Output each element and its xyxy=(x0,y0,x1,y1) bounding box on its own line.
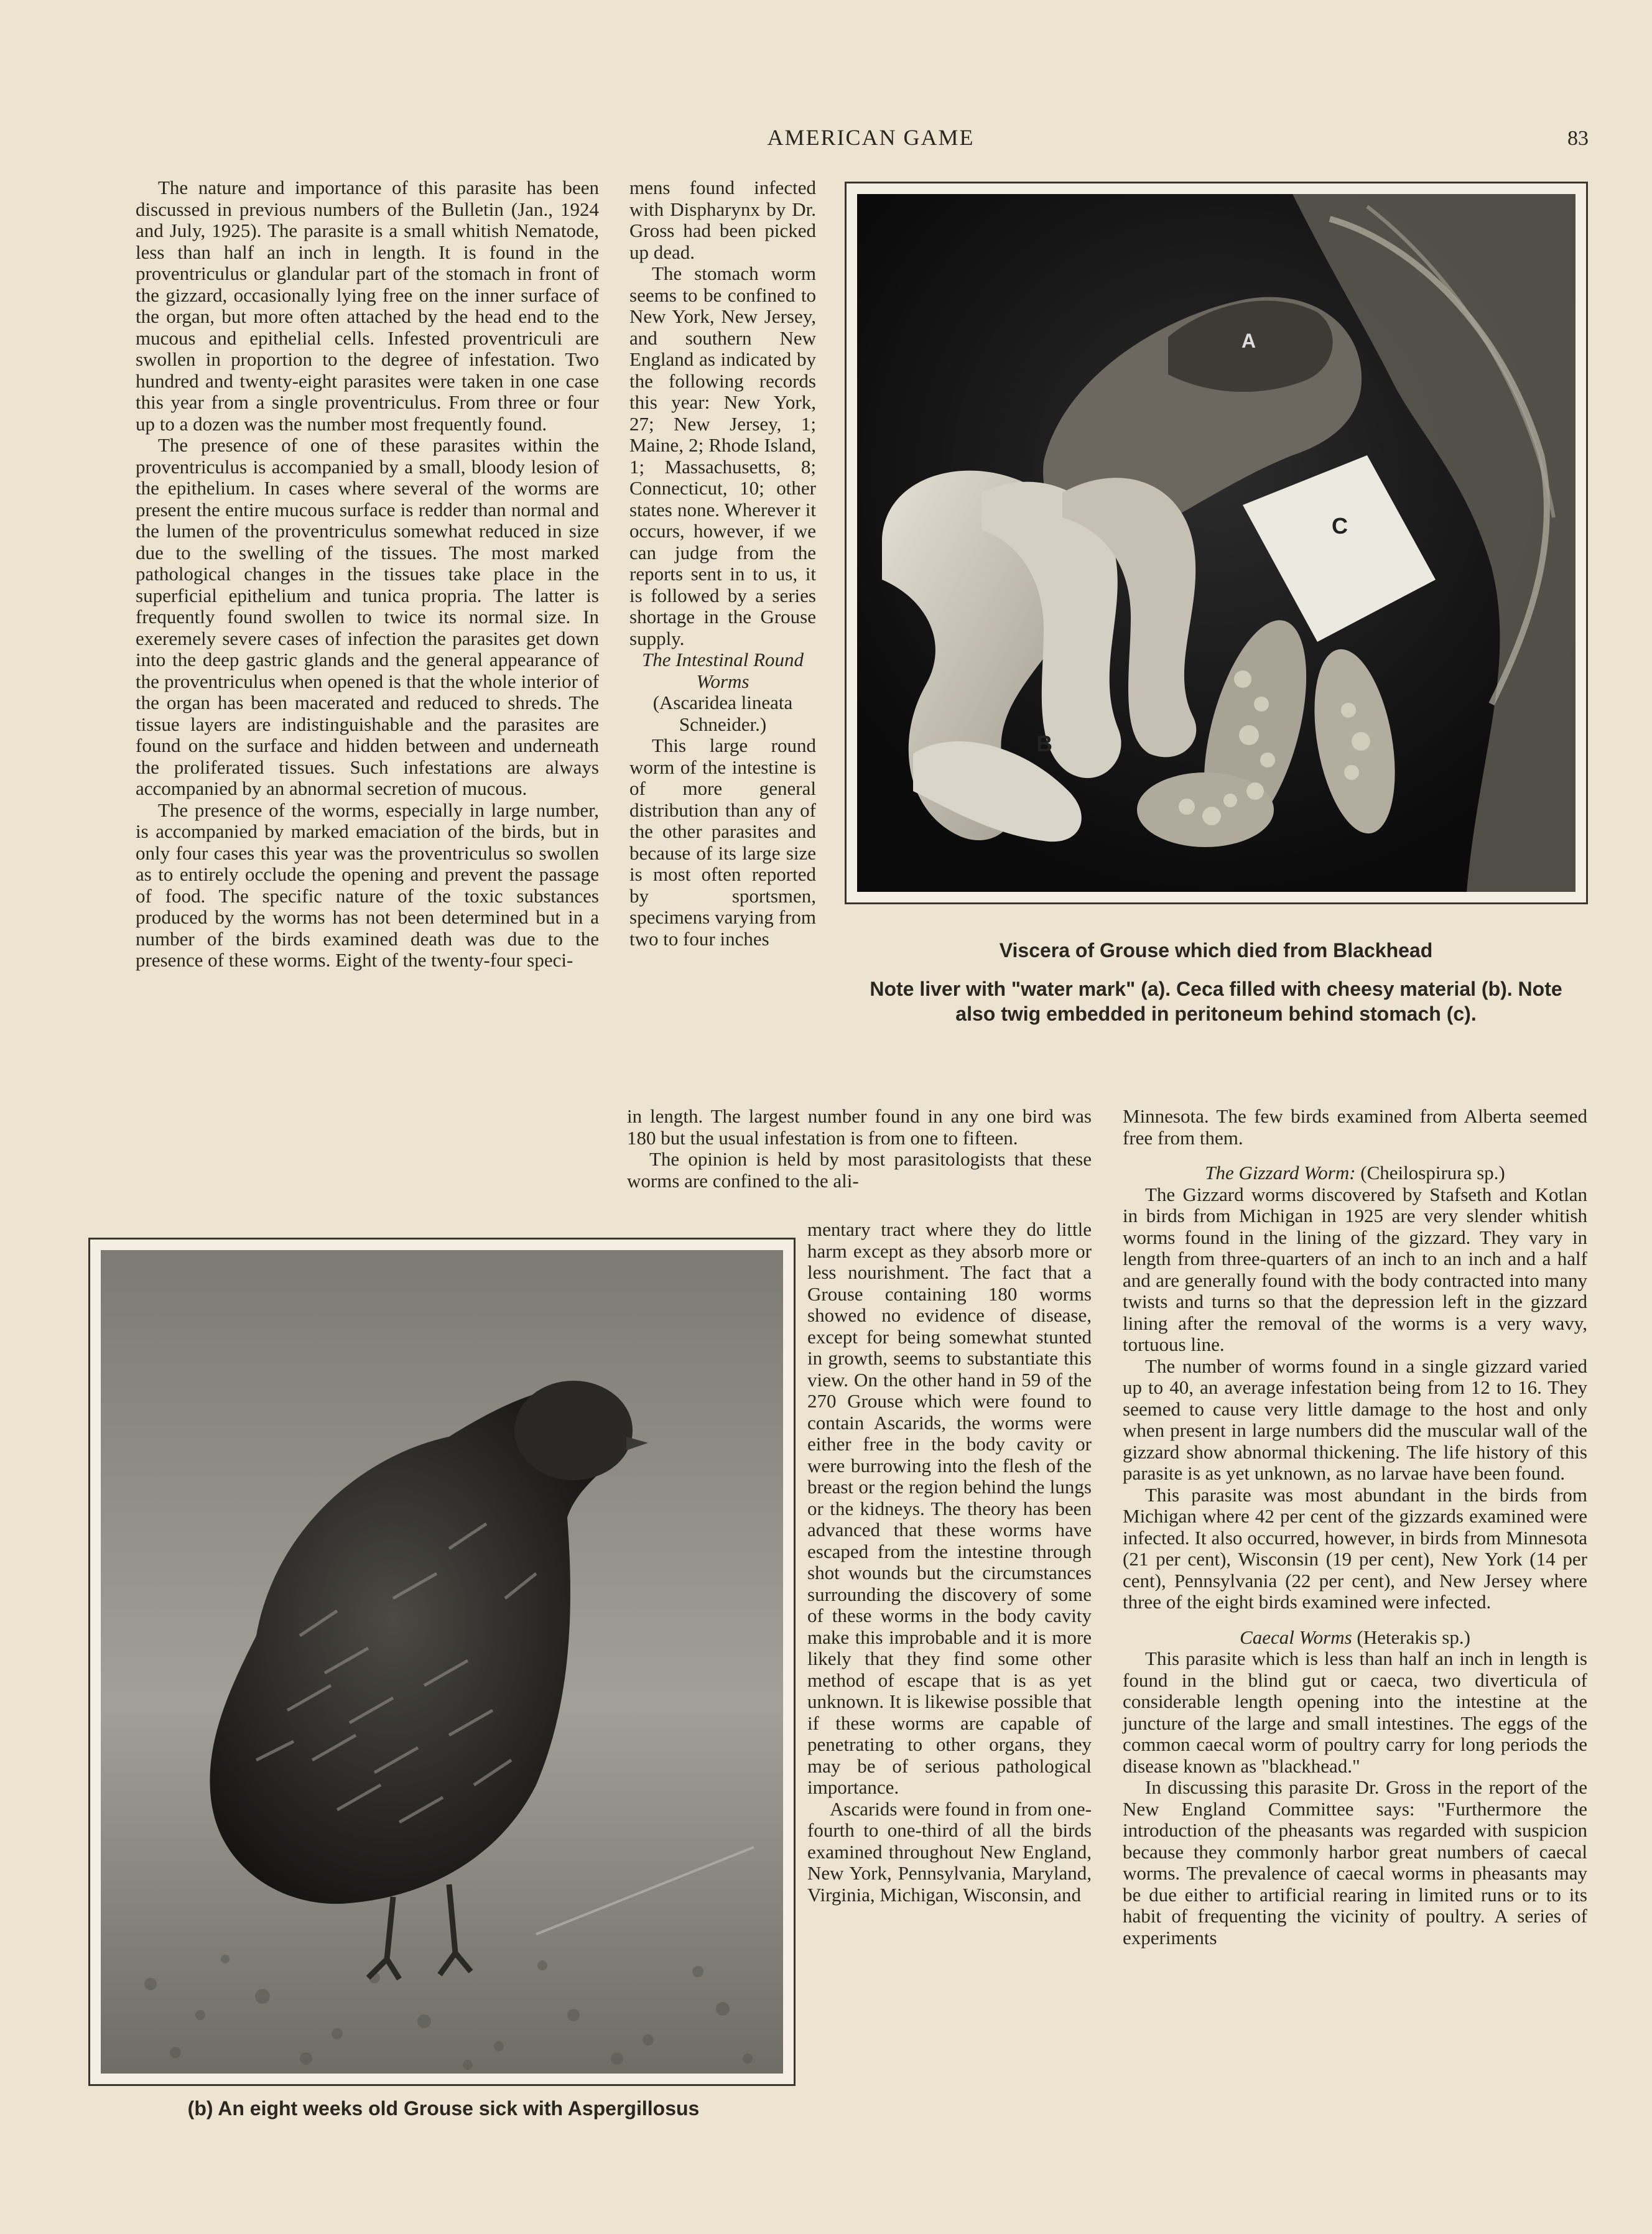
column-2-wide xyxy=(627,1106,1092,1192)
running-head: AMERICAN GAME xyxy=(767,125,975,150)
paragraph: The presence of one of these parasites within the proventriculus is accompanied by a small, bloody lesion of the epithelium. In cases where several of the worms are present the entire mucous surface is redder than normal and the lumen of the proventriculus somewhat reduced in size due to the swelling of the tissues. The most marked pathological changes in the tissues take place in the superficial epithelium and tunica propria. The latter is frequently found swollen to twice its normal size. In exeremely severe cases of infection the parasites get down into the deep gastric glands and the general appearance of the proventriculus when opened is that the whole interior of the organ has been macerated and reduced to shreds. The tissue layers are indistinguishable and the parasites are found on the surface and hidden between and underneath the proliferated tissues. Such infestations are always accompanied by an abnormal secretion of mucous. xyxy=(136,434,599,799)
scientific-name: (Ascaridea lineata Schneider.) xyxy=(652,692,793,735)
paragraph: This parasite which is less than half an inch in length is found in the blind gut or caeca, two diverticula of considerable length opening into the intestine at the juncture of the large and small intestines. The eggs of the common caecal worm of poultry carry for long periods the disease known as "blackhead." xyxy=(1123,1648,1587,1777)
section-heading-gizzard-worm: The Gizzard Worm: (Cheilospirura sp.) xyxy=(1205,1162,1505,1184)
grouse-illustration xyxy=(101,1250,783,2074)
figure-2-caption: (b) An eight weeks old Grouse sick with Aspergillosus xyxy=(187,2097,700,2120)
section-heading-intestinal-round-worms: The Intestinal Round Worms xyxy=(641,649,804,692)
figure-label-a: A xyxy=(1241,330,1256,352)
column-4 xyxy=(1123,1106,1587,1949)
paragraph: The nature and importance of this parasite has been discussed in previous numbers of the Bulletin (Jan., 1924 and July, 1925). The parasite is a small whitish Nematode, less than half an inch in length. It is found in the proventriculus or glandular part of the stomach in front of the gizzard, occasionally lying free on the inner surface of the organ, but more often attached by the head end to the mucous and epithelial cells. Infested proventriculi are swollen in proportion to the degree of infestation. Two hundred and twenty-eight parasites were taken in one case this year from a single proventriculus. From three or four up to a dozen was the number most frequently found. xyxy=(136,177,599,435)
figure-1-caption: Note liver with "water mark" (a). Ceca filled with cheesy material (b). Note also twig embedded in peritoneum behind stomach (c). xyxy=(870,978,1562,1025)
viscera-illustration xyxy=(857,194,1575,892)
paragraph: The stomach worm seems to be confined to New York, New Jersey, and southern New England as indicated by the following records this year: New York, 27; New Jersey, 1; Maine, 2; Rhode Island, 1; Massachusetts, 8; Connecticut, 10; other states none. Wherever it occurs, however, if we can judge from the reports sent in to us, it is followed by a series shortage in the Grouse supply. xyxy=(629,262,816,649)
paragraph: This parasite was most abundant in the birds from Michigan where 42 per cent of the gizzards examined were infected. It also occurred, however, in birds from Minnesota (21 per cent), Wisconsin (19 per cent), New York (14 per cent), Pennsylvania (22 per cent), and New Jersey where three of the eight birds examined were infected. xyxy=(1123,1483,1587,1613)
figure-label-c: C xyxy=(1332,513,1348,539)
paragraph: Minnesota. The few birds examined from Alberta seemed free from them. xyxy=(1123,1105,1587,1149)
figure-label-b: B xyxy=(1036,731,1052,756)
column-2 xyxy=(629,177,816,950)
paragraph: mentary tract where they do little harm except as they absorb more or less nourishment. The fact that a Grouse containing 180 worms showed no evidence of disease, except for being somewhat stunted in growth, seems to substantiate this view. On the other hand in 59 of the 270 Grouse which were found to contain Ascarids, the worms were either free in the body cavity or were burrowing into the flesh of the breast or the region behind the lungs or the kidneys. The theory has been advanced that these worms have escaped from the intestine through shot wounds but the circumstances surrounding the discovery of some of these worms in the body cavity make this improbable and it is more likely that they find some other method of escape that is as yet unknown. It is likewise possible that if these worms are capable of penetrating to other organs, they may be of serious pathological importance. xyxy=(807,1218,1092,1798)
column-1 xyxy=(136,177,599,971)
paragraph: The Gizzard worms discovered by Stafseth and Kotlan in birds from Michigan in 1925 are very slender whitish worms found in the lining of the gizzard. They vary in length from three-quarters of an inch to an inch and a half and are generally found with the body contracted into many twists and turns so that the depression left in the gizzard lining after the removal of the worms is a very wavy, tortuous line. xyxy=(1123,1183,1587,1355)
viscera-photo xyxy=(845,182,1588,904)
paragraph: The presence of the worms, especially in large number, is accompanied by marked emaciation of the birds, but in only four cases this year was the proventriculus so swollen as to entirely occlude the opening and prevent the passage of food. The specific nature of the toxic substances produced by the worms has not been determined but in a number of the birds examined death was due to the presence of these worms. Eight of the twenty-four speci- xyxy=(136,799,599,971)
paragraph: The number of worms found in a single gizzard varied up to 40, an average infestation being from 12 to 16. They seemed to cause very little damage to the host and only when present in large numbers did the muscular wall of the gizzard show abnormal thickening. The life history of this parasite is as yet unknown, as no larvae have been found. xyxy=(1123,1355,1587,1484)
column-3 xyxy=(807,1219,1092,1906)
section-heading-caecal-worms: Caecal Worms (Heterakis sp.) xyxy=(1240,1626,1470,1648)
paragraph: Ascarids were found in from one-fourth to one-third of all the birds examined throughout New England, New York, Pennsylvania, Maryland, Virginia, Michigan, Wisconsin, and xyxy=(807,1797,1092,1906)
figure-1-caption-title: Viscera of Grouse which died from Blackhead xyxy=(999,939,1433,962)
paragraph: In discussing this parasite Dr. Gross in the report of the New England Committee says: "Furthermore the introduction of the pheasants was regarded with suspicion because they commonly harbor great numbers of caecal worms. The prevalence of caecal worms in pheasants may be due either to artificial rearing in limited runs or to its habit of frequenting the vicinity of poultry. A series of experiments xyxy=(1123,1776,1587,1949)
paragraph: This large round worm of the intestine is of more general distribution than any of the other parasites and because of its large size is most often reported by sportsmen, specimens varying from two to four inches xyxy=(629,735,816,950)
paragraph: in length. The largest number found in any one bird was 180 but the usual infestation is from one to fifteen. xyxy=(627,1105,1092,1149)
paragraph: The opinion is held by most parasitologists that these worms are confined to the ali- xyxy=(627,1148,1092,1192)
grouse-photo xyxy=(88,1238,796,2086)
page-number: 83 xyxy=(1567,127,1589,150)
paragraph: mens found infected with Dispharynx by Dr. Gross had been picked up dead. xyxy=(629,177,816,263)
